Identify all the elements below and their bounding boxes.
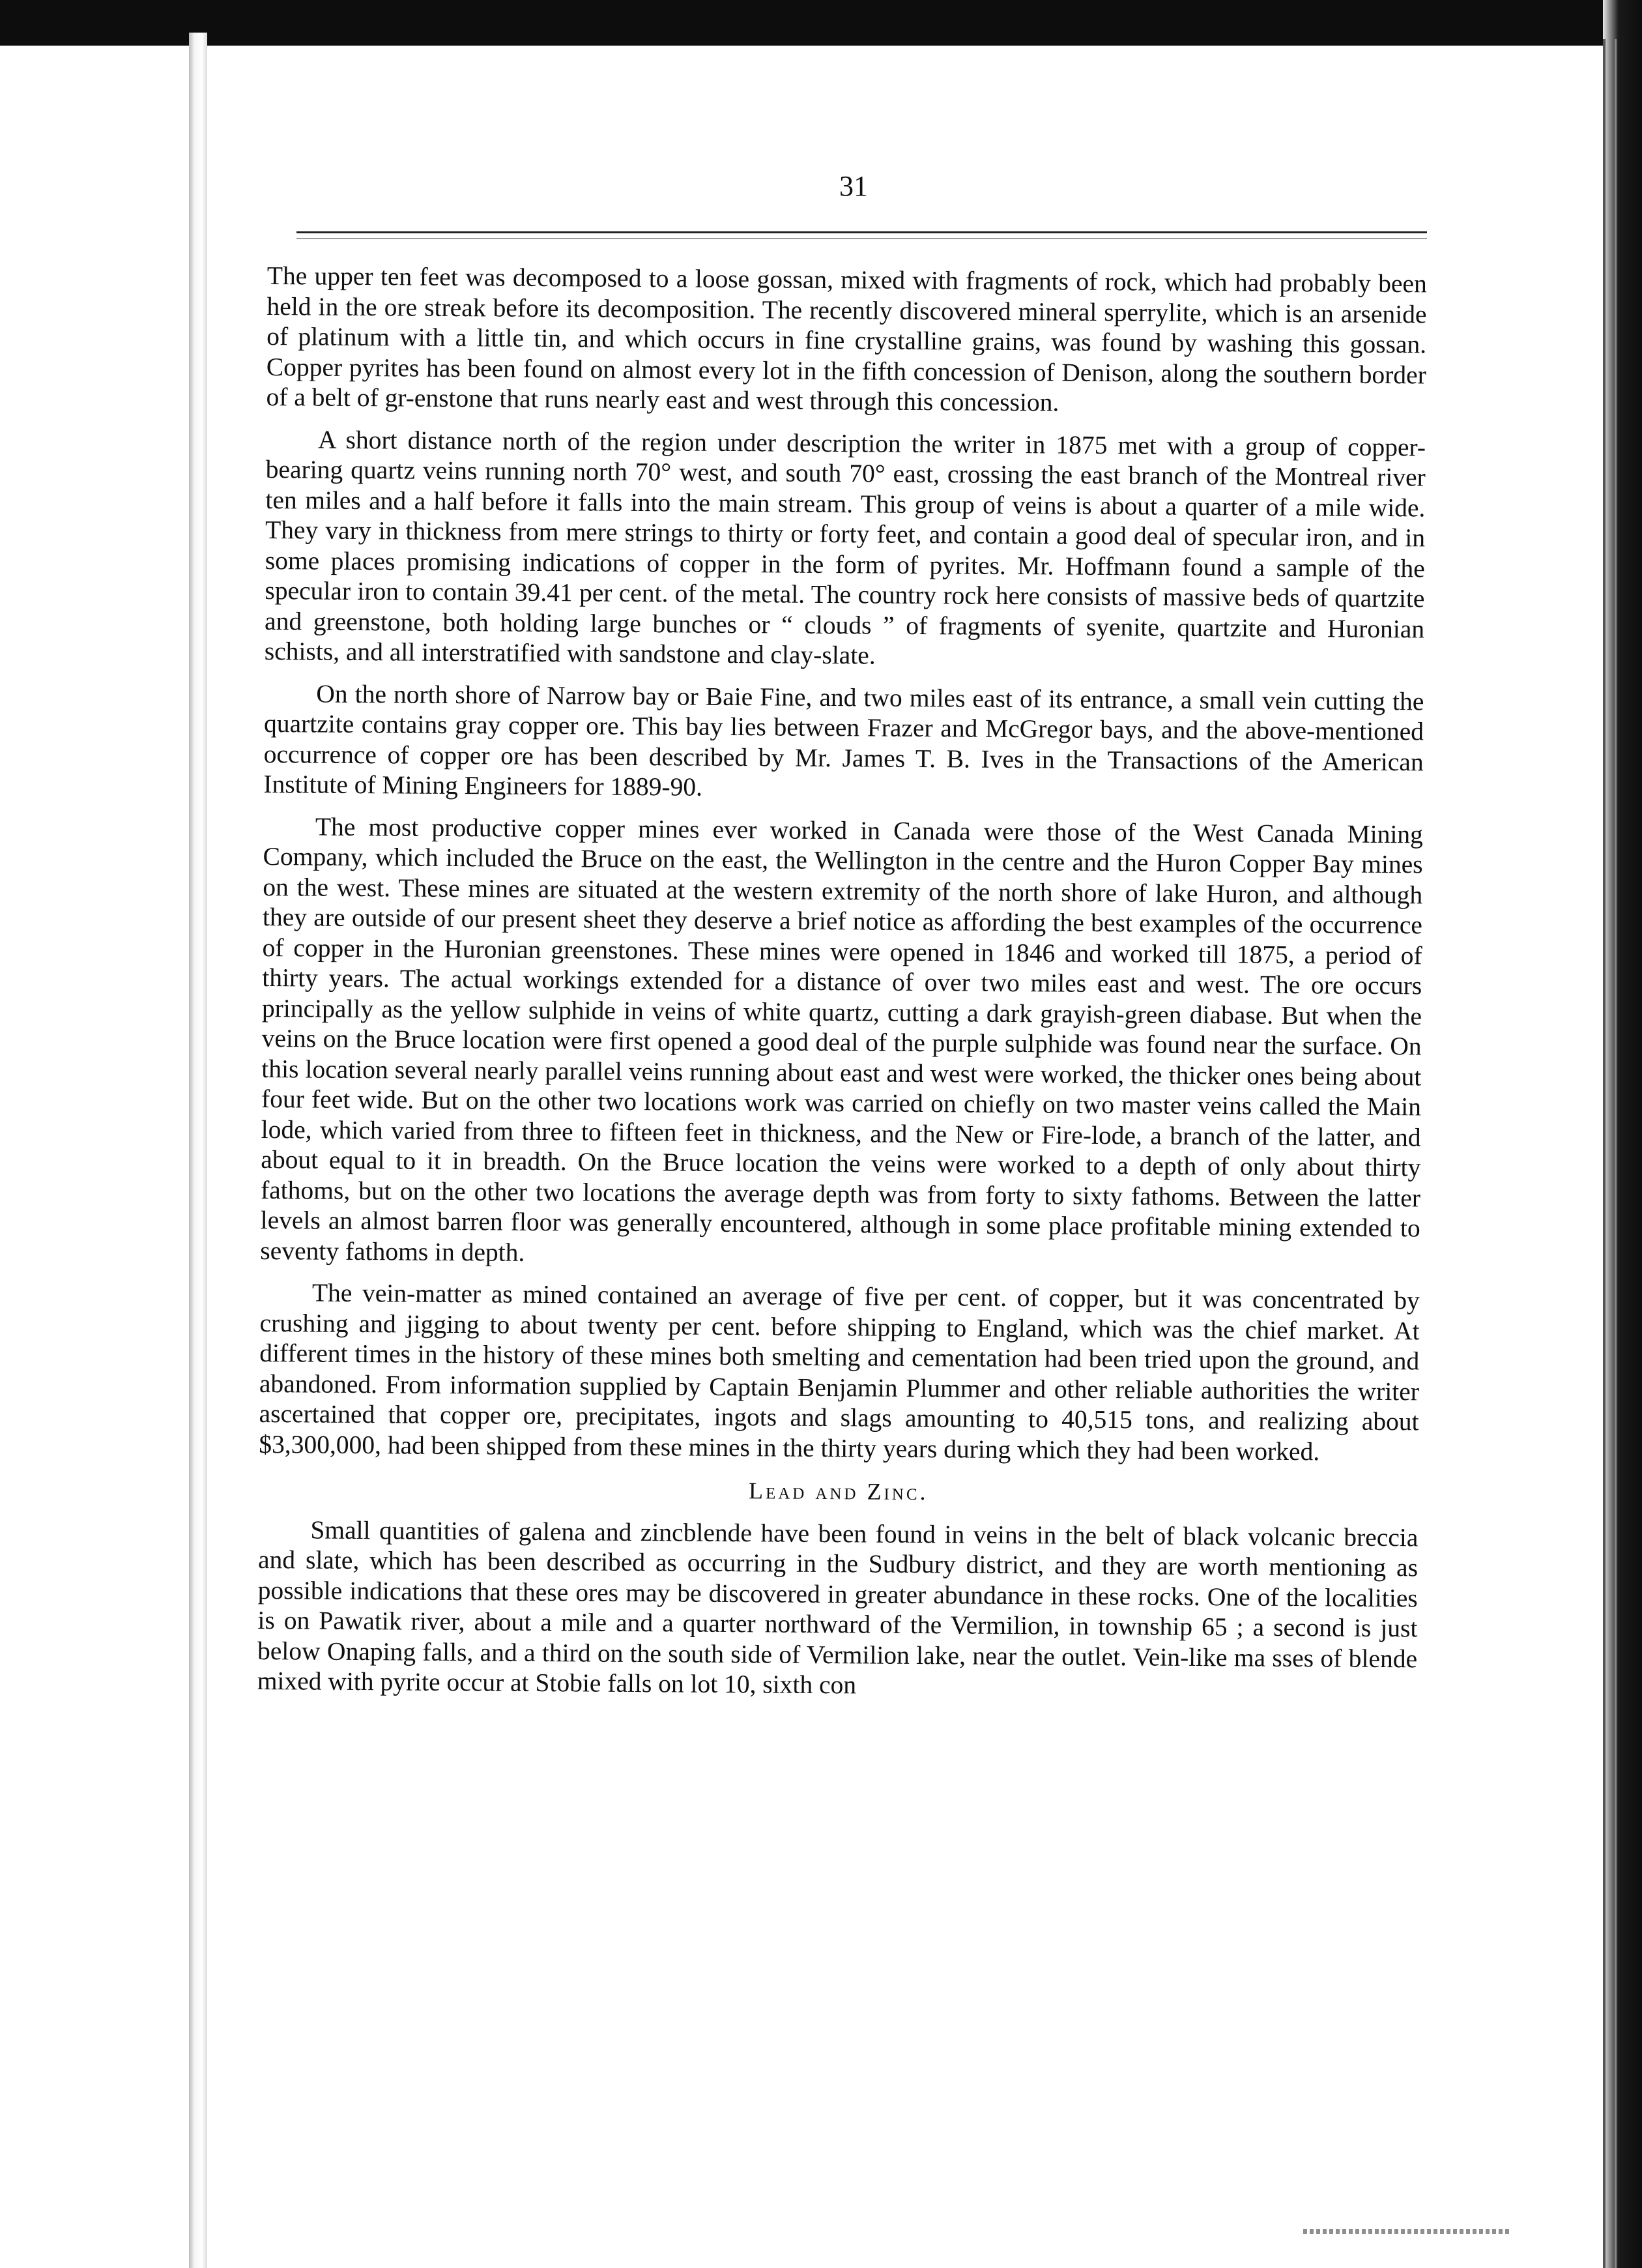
left-page-line [91, 1468, 186, 1497]
left-page-line [91, 1902, 186, 1930]
left-page-line [91, 1840, 186, 1868]
paragraph: The vein-matter as mined contained an average of five per cent. of copper, but it was concentrated by crushing and jigging to about twenty per cent. before shipping to England, which was the chief market. At different times in the history of these mines both smelting and cementation had been tried upon the ground, and abandoned. From information supplied by Captain Benjamin Plummer and other reliable authorities the writer ascertained that copper ore, precipitates, ingots and slags amounting to 40,515 tons, and realizing about $3,300,000, had been shipped from these mines in the thirty years during which they had been worked. [259, 1278, 1420, 1466]
scan-artifact [1303, 2229, 1512, 2234]
left-page-line [91, 540, 186, 568]
paragraph: The most productive copper mines ever worked in Canada were those of the West Canada Mining Company, which included the Bruce on the east, the Wellington in the centre and the Huron Copper Bay mines on the west. These mines are situated at the western extremity of the north shore of lake Huron, and although they are outside of our present sheet they deserve a brief notice as affording the best examples of the occurrence of copper in the Huronian greenstones. These mines were opened in 1846 and worked till 1875, a period of thirty years. The actual workings extended for a distance of over two miles east and west. The ore occurs principally as the yellow sulphide in veins of white quartz, cutting a dark grayish-green diabase. But when the veins on the Bruce location were first opened a good deal of the purple sulphide was found near the surface. On this location several nearly parallel veins running about east and west were worked, the thicker ones being about four feet wide. But on the other two locations work was carried on chiefly on two master veins called the Main lode, which varied from three to fifteen feet in thickness, and the New or Fire-lode, a branch of the latter, and about equal to it in breadth. On the Bruce location the veins were worked to a depth of only about thirty fathoms, but on the other two locations the average depth was from forty to sixty fathoms. Between the latter levels an almost barren floor was generally encountered, although in some place profitable mining extended to seventy fathoms in depth. [260, 812, 1424, 1267]
left-page-line [91, 1561, 186, 1590]
left-page-line [91, 1345, 186, 1373]
left-page-line [91, 1685, 186, 1713]
left-page-line [91, 1313, 186, 1342]
main-body [257, 261, 1426, 1716]
left-page-line [91, 354, 186, 383]
left-page-line [91, 1189, 186, 1218]
left-page-line [91, 1159, 186, 1187]
left-page-line [91, 385, 186, 413]
left-page-line [91, 632, 186, 661]
book-gutter [189, 33, 207, 2268]
left-page-line [91, 849, 186, 878]
left-page-line [91, 1097, 186, 1126]
left-page-line [91, 942, 186, 970]
left-page-line [91, 663, 186, 692]
left-page-line [91, 570, 186, 599]
left-page-line [91, 1809, 186, 1837]
left-page-line [91, 1870, 186, 1899]
left-page-line [91, 1592, 186, 1621]
left-page-fragment [0, 261, 186, 2216]
left-page-line [91, 1778, 186, 1807]
left-page-line [91, 478, 186, 506]
left-page-line [91, 694, 186, 723]
header-rule-thick [296, 231, 1427, 233]
left-page-line [91, 261, 186, 289]
left-page-line [91, 416, 186, 444]
paragraph: Small quantities of galena and zincblende have been found in veins in the belt of black volcanic breccia and slate, which has been described as occurring in the Sudbury district, and they are worth mentioning as possible indications that these ores may be discovered in greater abundance in these rocks. One of the localities is on Pawatik river, about a mile and a quarter northward of the Vermilion, in township 65 ; a second is just below Onaping falls, and a third on the south side of Vermilion lake, near the outlet. Vein-like ma sses of blende mixed with pyrite occur at Stobie falls on lot 10, sixth con [257, 1515, 1419, 1700]
left-page-line [91, 1654, 186, 1683]
left-page-line [91, 1066, 186, 1094]
left-page-line [91, 1035, 186, 1064]
left-page-line [91, 508, 186, 537]
left-page-line [91, 1499, 186, 1528]
scan-border-right [1603, 0, 1642, 2268]
left-page-line [91, 1932, 186, 1961]
left-page-line [91, 323, 186, 351]
left-page-line [91, 1716, 186, 1745]
left-page-line [91, 1127, 186, 1156]
paragraph: The upper ten feet was decomposed to a loose gossan, mixed with fragments of rock, which had probably been held in the ore streak before its decomposition. The recently discovered mineral sperrylite, which is an arsenide of platinum with a little tin, and which occurs in fine crystalline grains, was found by washing this gossan. Copper pyrites has been found on almost every lot in the fifth concession of Denison, along the southern border of a belt of gr-enstone that runs nearly east and west through this concession. [266, 261, 1427, 417]
section-heading: Lead and Zinc. [748, 1477, 929, 1505]
left-page-line [91, 292, 186, 321]
paragraph: A short distance north of the region under description the writer in 1875 met with a group of copper-bearing quartz veins running north 70° west, and south 70° east, crossing the east branch of the Montreal river ten miles and a half before it falls into the main stream. This group of veins is about a quarter of a mile wide. They vary in thickness from mere strings to thirty or forty feet, and contain a good deal of specular iron, and in some places promising indications of copper in the form of pyrites. Mr. Hoffmann found a sample of the specular iron to contain 39.41 per cent. of the metal. The country rock here consists of massive beds of quartzite and greenstone, both holding large bunches or “ clouds ” of fragments of syenite, quartzite and Huronian schists, and all interstratified with sandstone and clay-slate. [264, 425, 1426, 670]
left-page-line [91, 1530, 186, 1559]
left-page-line [91, 787, 186, 816]
left-page-line [91, 880, 186, 909]
left-page-line [91, 446, 186, 475]
page-number: 31 [839, 170, 868, 202]
left-page-line [91, 602, 186, 630]
left-page-line [91, 911, 186, 940]
left-page-line [91, 1004, 186, 1032]
page-edge-secondary [1615, 39, 1617, 2268]
page-edge [1603, 39, 1606, 2268]
scan-border-top [0, 0, 1642, 46]
left-page-line [91, 1375, 186, 1404]
left-page-line [91, 818, 186, 847]
left-page-line [91, 725, 186, 754]
left-page-line [91, 973, 186, 1002]
left-page-line [91, 1623, 186, 1651]
paragraph: On the north shore of Narrow bay or Baie Fine, and two miles east of its entrance, a small vein cutting the quartzite contains gray copper ore. This bay lies between Frazer and McGregor bays, and the above-mentioned occurrence of copper ore has been described by Mr. James T. B. Ives in the Transactions of the American Institute of Mining Engineers for 1889-90. [263, 679, 1424, 802]
left-page-line [91, 1221, 186, 1249]
